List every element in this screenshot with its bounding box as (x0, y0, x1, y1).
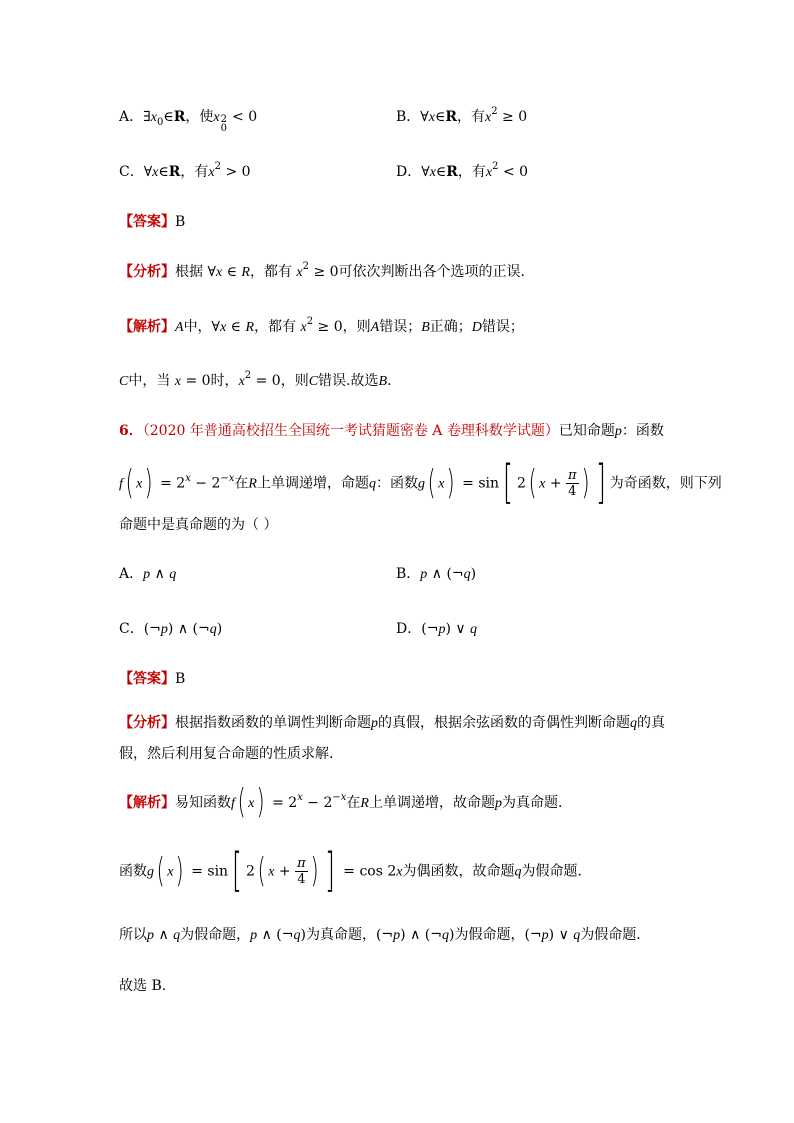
q5-explanation-line-1: 【解析】A中，∀x ∈ R，都有 $x^2 \ge 0$，则A错误；B正确；D错误； (119, 316, 524, 335)
q6-option-a: A．p ∧ q (119, 566, 177, 582)
q6-explanation-line-3: 所以p ∧ q为假命题，p ∧ (¬q)为真命题，(¬p) ∧ (¬q)为假命题，(¬p) ∨ q为假命题. (119, 927, 641, 943)
q6-option-b: B．p ∧ (¬q) (396, 566, 477, 582)
q6-stem-line-2: f( $x) = 2^x - 2^{-x}$在R上单调递增，命题q：函数g( x) = sin[ 2( x + $\frac{\pi}{4}$ ) ] 为奇函数，则下列 (119, 454, 722, 509)
q5-explanation-line-2: C中，当 x = 0时，$x^2 = 0$，则C错误.故选B. (119, 370, 392, 389)
q6-option-d: D．(¬p) ∨ q (396, 621, 478, 637)
q6-stem-line-1: 6．（2020 年普通高校招生全国统一考试猜题密卷 A 卷理科数学试题）已知命题p：函数 (119, 423, 664, 439)
q6-conclusion: 故选 B. (119, 978, 167, 994)
q6-option-c: C．(¬p) ∧ (¬q) (119, 621, 223, 637)
question-source: （2020 年普通高校招生全国统一考试猜题密卷 A 卷理科数学试题） (142, 423, 559, 439)
fraction-pi-over-4: $\frac{\pi}{4}$ (297, 856, 306, 887)
q5-analysis: 【分析】根据 ∀x ∈ R，都有 $x^2 \ge 0$可依次判断出各个选项的正误. (119, 261, 525, 280)
question-number: 6． (119, 423, 143, 439)
q6-explanation-line-1: 【解析】易知函数f( $x) = 2^x - 2^{-x}$在R上单调递增，故命题p为真命题. (119, 782, 563, 822)
q6-analysis-line-2: 假，然后利用复合命题的性质求解. (119, 746, 334, 762)
q5-option-a: A．$\exists x_0\in R$，使x 2 0 < 0 (119, 109, 258, 134)
q5-option-d: D．∀x∈R，有$x^2 < 0$ (396, 161, 529, 180)
q6-answer: 【答案】B (119, 671, 186, 687)
q5-answer: 【答案】B (119, 214, 186, 230)
q5-option-c: C．∀x∈R，有$x^2 > 0$ (119, 161, 251, 180)
q5-option-b: B．∀x∈R，有$x^2 \ge 0$ (396, 106, 528, 125)
q6-analysis-line-1: 【分析】根据指数函数的单调性判断命题p的真假，根据余弦函数的奇偶性判断命题q的真 (119, 715, 665, 731)
q6-explanation-line-2: 函数g( x) = sin[ 2( x + $\frac{\pi}{4}$ ) ] = cos 2x为偶函数，故命题q为假命题. (119, 842, 582, 897)
fraction-pi-over-4: $\frac{\pi}{4}$ (568, 468, 577, 499)
q6-stem-line-3: 命题中是真命题的为（ ） (119, 517, 278, 533)
